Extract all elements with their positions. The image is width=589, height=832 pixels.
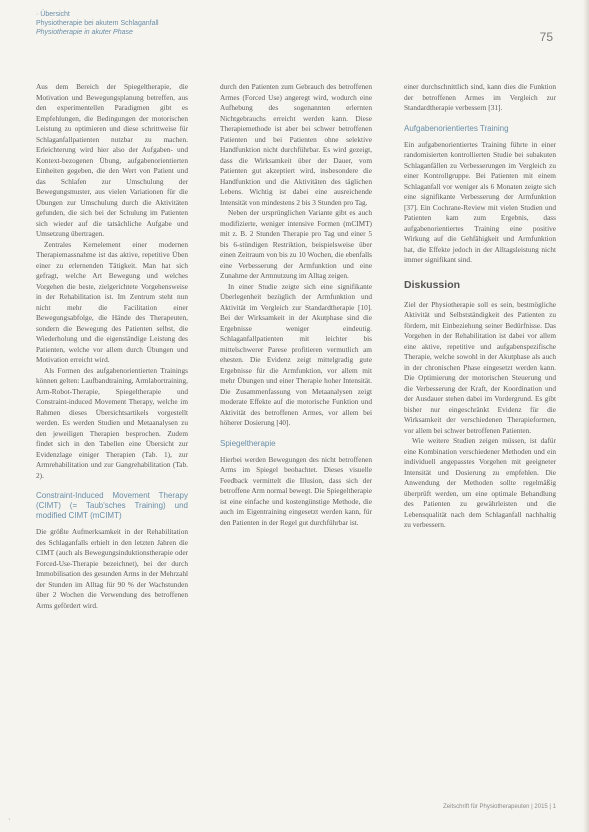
paragraph: Ziel der Physiotherapie soll es sein, bestmögliche Aktivität und Selbstständigkeit des Patienten zu fördern, mit Einbeziehung seiner Bedürfnisse. Das Vorgehen in der Rehabilitation ist dabei vor allem eine aktive, repetitive und aufgabenspezifische Therapie, welche sowohl in der Akutphase als auch in der chronischen Phase eingesetzt werden kann. Die Optimierung der motorischen Steuerung und die Verbesserung der Kraft, der Koordination und der Ausdauer stehen dabei im Vordergrund. Es gibt bisher nur eingeschränkt Evidenz für die Wirksamkeit der verschiedenen Therapieformen, vor allem bei schwer betroffenen Patienten. — [404, 299, 556, 435]
paragraph: Die größte Aufmerksamkeit in der Rehabilitation des Schlaganfalls erhielt in den letzten Jahren die CIMT (auch als Bewegungsinduktionstherapie oder Forced-Use-Therapie bezeichnet), bei der durch Immobilisation des gesunden Arms in der Mehrzahl der Stunden im Alltag für 90 % der Wachstunden über 2 Wochen die Verwendung des betroffenen Arms gefördert wird. — [36, 527, 188, 610]
margin-mark: · — [8, 815, 11, 824]
page-number: 75 — [539, 30, 553, 44]
header-line-3: Physiotherapie in akuter Phase — [36, 29, 133, 36]
paragraph: durch den Patienten zum Gebrauch des betroffenen Armes (Forced Use) angeregt wird, wodurch eine Aufhebung des sogenannten erlernten Nichtgebrauchs erreicht werden kann. Diese Therapiemethode ist aber bei schwer betroffenen Patienten und bei Patienten ohne selektive Handfunktion nicht durchführbar. Es wird gezeigt, dass die Wirksamkeit über der Dauer, vom Patienten gut akzeptiert wird, insbesondere die Handfunktion und die Aktivitäten des täglichen Lebens. Wichtig ist dabei eine ausreichende Intensität von mindestens 2 bis 3 Stunden pro Tag. — [220, 82, 372, 207]
paragraph: einer durchschnittlich sind, kann dies die Funktion der betroffenen Armes im Vergleich zur Standardtherapie verbessern [31]. — [404, 82, 556, 112]
section-heading: Constraint-Induced Movement Therapy (CIMT) (= Taub'sches Training) und modified CIMT (mCIMT) — [36, 491, 188, 520]
paragraph: Aus dem Bereich der Spiegeltherapie, die Motivation und Bewegungsplanung betreffen, aus den experimentellen Paradigmen gibt es Empfehlungen, die Bedingungen der motorischen Leistung zu optimieren und diese schrittweise für Schlaganfallpatienten nutzbar zu machen. Erleichterung wird hier also der Aufgaben- und Kontext-bezogenen Übung, aufgabenorientierten Einheiten gegeben, die den Wert von Patient und das Schlafen zur Umschulung der Bewegungsmuster, aus vielen Variationen für die Übungen zur Umschulung durch die Aktivitäten gefunden, die sich bei der Schulung im Patienten sich wieder auf die tatsächliche Aufgabe und Umsetzung übertragen. — [36, 82, 188, 238]
section-heading-discussion: Diskussion — [404, 278, 461, 291]
header-line-1: · Übersicht — [36, 11, 70, 18]
paragraph: Zentrales Kernelement einer modernen Therapiemassnahme ist das aktive, repetitive Üben einer zu erlernenden Tätigkeit. Man hat sich gefragt, welche Art Bewegung und welches Vorgehen die beste, zielgerichtete Vorgehensweise in der Rehabilitation ist. Im Zentrum steht nun nicht mehr die Facilitation einer Bewegungsabfolge, die Hände des Therapeuten, sondern die Bewegung des Patienten selbst, die Wiederholung und die eigenständige Leistung des Patienten, welche vor allem durch Übungen und Motivation erreicht wird. — [36, 239, 188, 364]
paragraph: In einer Studie zeigte sich eine signifikante Überlegenheit bezüglich der Armfunktion und Aktivität im Vergleich zur Standardtherapie [10]. Bei der Wirksamkeit in der Akutphase sind die Ergebnisse weniger eindeutig. Schlaganfallpatienten mit leichter bis mittelschwerer Parese profitieren vermutlich am ehesten. Die Evidenz zeigt mittelgradig gute Ergebnisse für die Armfunktion, vor allem mit mehr Übungen und einer Therapie hoher Intensität. Die Zusammenfassung von Metaanalysen zeigt moderate Effekte auf die motorische Funktion und Aktivität des betroffenen Armes, vor allem bei höherer Dosierung [40]. — [220, 281, 372, 427]
paragraph: Neben der ursprünglichen Variante gibt es auch modifizierte, weniger intensive Formen (mCIMT) mit z. B. 2 Stunden Therapie pro Tag und einer 5 bis 6-stündigen Restriktion, beispielsweise über einen Zeitraum von bis zu 10 Wochen, die ebenfalls eine Verbesserung der Armfunktion und eine Zunahme der Armnutzung im Alltag zeigen. — [220, 208, 372, 280]
running-header — [36, 10, 556, 50]
section-heading: Spiegeltherapie — [220, 438, 276, 448]
section-heading: Aufgabenorientiertes Training — [404, 123, 509, 133]
paragraph: Ein aufgabenorientiertes Training führte in einer randomisierten kontrollierten Studie bei subakuten Schlaganfällen zu Verbesserungen im Vergleich zu einer Kontrollgruppe. Bei Patienten mit einem Schlaganfall vor weniger als 6 Monaten zeigte sich eine signifikante Verbesserung der Armfunktion [37]. Ein Cochrane-Review mit vielen Studien und Patienten kam zum Ergebnis, dass aufgabenorientiertes Training eine positive Wirkung auf die Gehfähigkeit und Armfunktion hat, die Effekte jedoch in der Alltagsleistung nicht immer signifikant sind. — [404, 139, 556, 264]
paragraph: Wie weitere Studien zeigen müssen, ist dafür eine Kombination verschiedener Methoden und ein individuell angepasstes Vorgehen mit geeigneter Intensität und Dosierung zu empfehlen. Die Anwendung der Methoden sollte regelmäßig überprüft werden, um eine optimale Behandlung des Patienten zu gewährleisten und die Lebensqualität nach dem Schlaganfall nachhaltig zu verbessern. — [404, 436, 556, 529]
column-1 — [36, 82, 188, 802]
header-line-2: Physiotherapie bei akutem Schlaganfall — [36, 20, 159, 27]
paragraph: Als Formen des aufgabenorientierten Trainings können gelten: Laufbandtraining, Armlabortraining, Arm-Robot-Therapie, Spiegeltherapie und Constraint-induced Movement Therapy, welche im Rahmen dieses Übersichtsartikels vorgestellt werden. Es werden Studien und Metaanalysen zu den jeweiligen Therapien besprochen. Zudem findet sich in den Tabellen eine Übersicht zur Evidenzlage einiger Therapien (Tab. 1), zur Armrehabilitation und zur Gangrehabilitation (Tab. 2). — [36, 365, 188, 480]
page-edge-shadow — [583, 0, 589, 832]
page-footer: Zeitschrift für Physiotherapeuten | 2015 | 1 — [443, 804, 556, 810]
paragraph: Hierbei werden Bewegungen des nicht betroffenen Arms im Spiegel beobachtet. Dieses visuelle Feedback vermittelt die Illusion, dass sich der betroffene Arm normal bewegt. Die Spiegeltherapie ist eine einfache und kostengünstige Methode, die auch im Eigentraining eingesetzt werden kann, für den Patienten in der Regel gut durchführbar ist. — [220, 454, 372, 527]
column-3 — [404, 82, 556, 802]
column-2 — [220, 82, 372, 802]
